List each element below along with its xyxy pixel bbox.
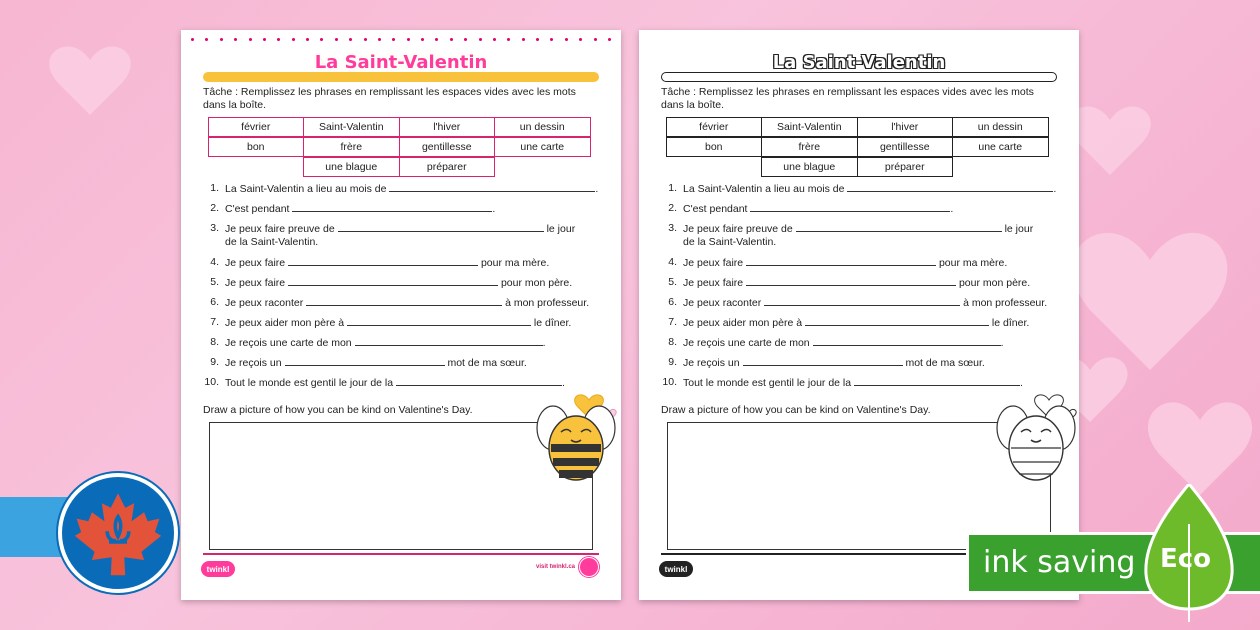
word-cell-empty xyxy=(952,157,1049,177)
question-item: 4. Je peux faire pour ma mère. xyxy=(668,256,1008,269)
word-cell-empty xyxy=(208,157,305,177)
question-item: 10. Tout le monde est gentil le jour de la . xyxy=(204,376,565,389)
word-cell: une blague xyxy=(761,157,858,177)
draw-prompt: Draw a picture of how you can be kind on Valentine's Day. xyxy=(203,404,473,416)
maple-leaf-icon xyxy=(73,488,163,578)
word-cell: bon xyxy=(666,137,763,157)
word-cell: février xyxy=(208,117,305,137)
word-cell-empty xyxy=(494,157,591,177)
question-list xyxy=(203,182,605,396)
question-item: 1. La Saint-Valentin a lieu au mois de . xyxy=(210,182,599,195)
word-cell: une blague xyxy=(303,157,400,177)
question-item: 5. Je peux faire pour mon père. xyxy=(668,276,1031,289)
question-item: 10. Tout le monde est gentil le jour de la . xyxy=(662,376,1023,389)
twinkl-badge-icon xyxy=(579,557,599,577)
question-item: 7. Je peux aider mon père à le dîner. xyxy=(210,316,572,329)
worksheet-bw xyxy=(639,30,1079,600)
worksheet-title: La Saint-Valentin xyxy=(314,52,488,73)
word-cell: gentillesse xyxy=(399,137,496,157)
word-cell: gentillesse xyxy=(857,137,954,157)
draw-prompt: Draw a picture of how you can be kind on Valentine's Day. xyxy=(661,404,931,416)
word-cell: préparer xyxy=(399,157,496,177)
word-cell: une carte xyxy=(494,137,591,157)
bee-illustration xyxy=(991,378,1079,488)
question-item: 8. Je reçois une carte de mon . xyxy=(210,336,546,349)
bee-illustration xyxy=(531,378,621,488)
question-item: 3. Je peux faire preuve de le jour de la Saint-Valentin. xyxy=(668,222,1034,248)
worksheet-title: La Saint-Valentin xyxy=(772,52,946,73)
word-box xyxy=(666,117,1052,177)
question-list xyxy=(661,182,1063,396)
footer-url: visit twinkl.ca xyxy=(535,564,575,570)
title-bar xyxy=(203,72,599,82)
question-item: 8. Je reçois une carte de mon . xyxy=(668,336,1004,349)
word-cell: février xyxy=(666,117,763,137)
word-cell: frère xyxy=(303,137,400,157)
question-item: 7. Je peux aider mon père à le dîner. xyxy=(668,316,1030,329)
question-item: 6. Je peux raconter à mon professeur. xyxy=(210,296,590,309)
eco-label: Eco xyxy=(1160,544,1212,574)
dotted-border xyxy=(191,38,611,44)
word-cell: frère xyxy=(761,137,858,157)
ink-saving-label: ink saving xyxy=(983,545,1136,580)
question-item: 6. Je peux raconter à mon professeur. xyxy=(668,296,1048,309)
word-cell: l'hiver xyxy=(857,117,954,137)
word-cell: une carte xyxy=(952,137,1049,157)
word-box xyxy=(208,117,594,177)
twinkl-logo: twinkl xyxy=(659,561,693,577)
question-item: 5. Je peux faire pour mon père. xyxy=(210,276,573,289)
question-item: 2. C'est pendant . xyxy=(210,202,496,215)
question-item: 2. C'est pendant . xyxy=(668,202,954,215)
word-cell: un dessin xyxy=(952,117,1049,137)
word-cell: un dessin xyxy=(494,117,591,137)
title-bar xyxy=(661,72,1057,82)
word-cell: préparer xyxy=(857,157,954,177)
worksheet-color xyxy=(181,30,621,600)
word-cell: Saint-Valentin xyxy=(303,117,400,137)
word-cell: bon xyxy=(208,137,305,157)
word-cell: l'hiver xyxy=(399,117,496,137)
question-item: 4. Je peux faire pour ma mère. xyxy=(210,256,550,269)
task-instructions: Tâche : Remplissez les phrases en remplissant les espaces vides avec les mots dans la boîte. xyxy=(203,86,576,111)
task-instructions: Tâche : Remplissez les phrases en remplissant les espaces vides avec les mots dans la boîte. xyxy=(661,86,1034,111)
question-item: 9. Je reçois un mot de ma sœur. xyxy=(210,356,527,369)
footer-line xyxy=(203,553,599,555)
question-item: 3. Je peux faire preuve de le jour de la Saint-Valentin. xyxy=(210,222,576,248)
twinkl-logo: twinkl xyxy=(201,561,235,577)
question-item: 9. Je reçois un mot de ma sœur. xyxy=(668,356,985,369)
word-cell-empty xyxy=(666,157,763,177)
maple-leaf-badge xyxy=(58,473,178,593)
word-cell: Saint-Valentin xyxy=(761,117,858,137)
question-item: 1. La Saint-Valentin a lieu au mois de . xyxy=(668,182,1057,195)
